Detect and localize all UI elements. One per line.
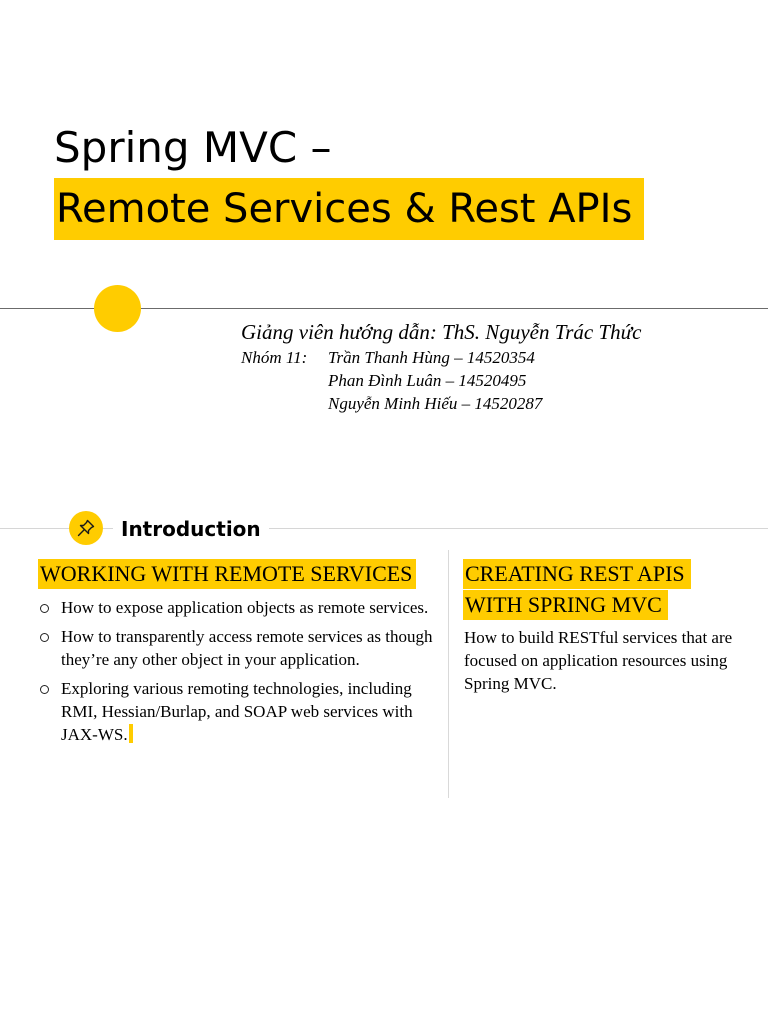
pushpin-icon	[69, 511, 103, 545]
member-row	[241, 369, 641, 392]
list-item	[38, 677, 443, 746]
credits-block	[241, 318, 641, 415]
section-title: Introduction	[113, 514, 269, 544]
member-name: Nguyễn Minh Hiếu – 14520287	[328, 394, 543, 413]
circle-bullet-icon	[40, 685, 49, 694]
group-label: Nhóm 11:	[241, 348, 308, 367]
member-row	[241, 346, 641, 369]
bullet-text: How to expose application objects as remote services.	[61, 598, 429, 617]
pushpin-icon-glyph	[76, 518, 96, 538]
advisor-line: Giảng viên hướng dẫn: ThS. Nguyễn Trác Thức	[241, 320, 642, 344]
title-line-1: Spring MVC –	[54, 123, 332, 172]
member-row	[241, 392, 641, 415]
accent-circle	[94, 285, 141, 332]
circle-bullet-icon	[40, 604, 49, 613]
group-label-spacer	[241, 369, 328, 392]
right-column-heading-line-1: CREATING REST APIS	[463, 559, 691, 589]
left-column-heading: WORKING WITH REMOTE SERVICES	[38, 559, 416, 589]
list-item	[38, 625, 443, 671]
bullet-text: Exploring various remoting technologies, including RMI, Hessian/Burlap, and SOAP web services with JAX-WS.	[61, 679, 413, 744]
member-name: Phan Đình Luân – 14520495	[328, 371, 527, 390]
bullet-text: How to transparently access remote services as though they’re any other object in your application.	[61, 627, 433, 669]
group-label-spacer	[241, 392, 328, 415]
text-cursor-mark	[129, 724, 133, 743]
left-bullet-list	[38, 596, 443, 752]
right-column-text: How to build RESTful services that are focused on application resources using Spring MVC.	[464, 628, 733, 693]
right-column-heading-line-2: WITH SPRING MVC	[463, 590, 668, 620]
member-name: Trần Thanh Hùng – 14520354	[328, 348, 535, 367]
list-item	[38, 596, 443, 619]
title-line-2-highlighted: Remote Services & Rest APIs	[54, 178, 644, 240]
circle-bullet-icon	[40, 633, 49, 642]
column-divider	[448, 550, 449, 798]
